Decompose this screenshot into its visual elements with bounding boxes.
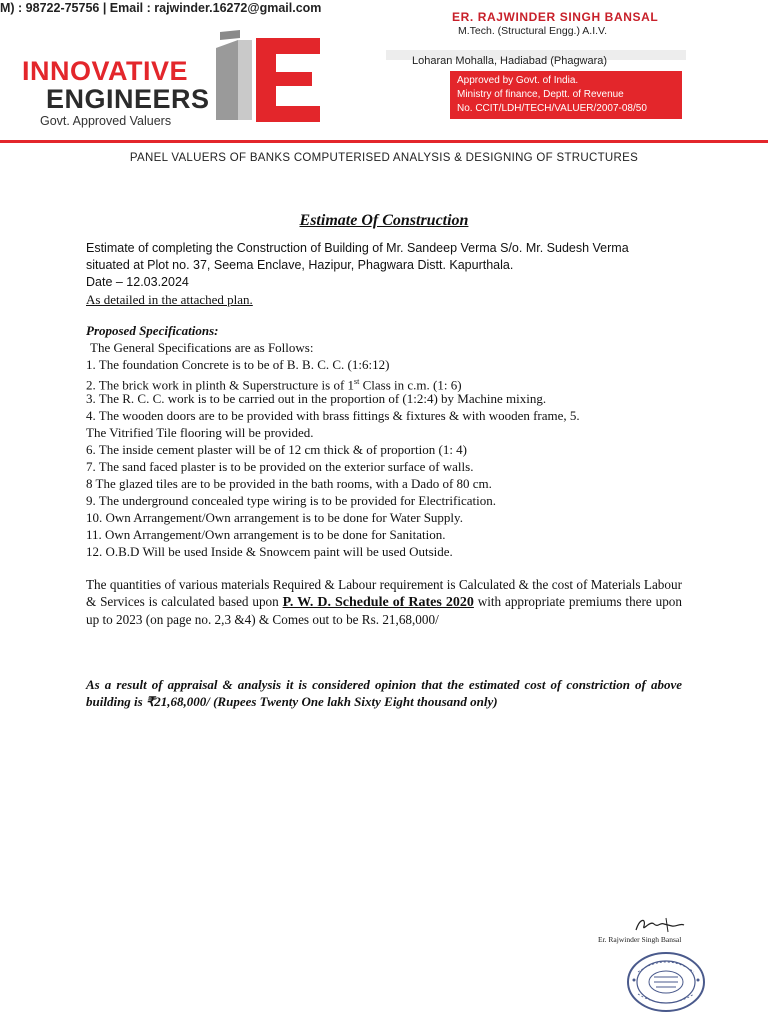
schedule-of-rates: P. W. D. Schedule of Rates 2020: [282, 595, 474, 610]
panel-tagline: PANEL VALUERS OF BANKS COMPUTERISED ANALYSIS & DESIGNING OF STRUCTURES: [129, 152, 639, 164]
spec-item-6: 6. The inside cement plaster will be of 12 cm thick & of proportion (1: 4): [86, 442, 468, 457]
page-title: Estimate Of Construction: [299, 212, 469, 229]
spec-item-9: 9. The underground concealed type wiring is to be provided for Electrification.: [86, 493, 496, 508]
official-stamp-icon: [624, 950, 708, 1014]
conclusion-paragraph: As a result of appraisal & analysis it is considered opinion that the estimated cost of constriction of above building is ₹21,68,000/ (Rupees Twenty One lakh Sixty Eight thousand only): [86, 677, 682, 709]
company-tagline: Govt. Approved Valuers: [40, 114, 172, 128]
quantities-text-end: with appropriate premiums there upon up to 2023 (on page no. 2,3 &4) & Comes out to be Rs. 21,68,000/: [86, 594, 682, 627]
engineer-name: ER. RAJWINDER SINGH BANSAL: [452, 10, 659, 24]
ie-logo-icon: [216, 30, 320, 122]
quantities-paragraph: [86, 576, 682, 628]
spec-item-11: 11. Own Arrangement/Own arrangement is to be done for Sanitation.: [86, 527, 446, 542]
spec-item-7: 7. The sand faced plaster is to be provided on the exterior surface of walls.: [86, 459, 474, 474]
spec-heading: Proposed Specifications:: [86, 323, 219, 338]
estimate-date: Date – 12.03.2024: [86, 275, 189, 289]
spec-item-3: 3. The R. C. C. work is to be carried out in the proportion of (1:2:4) by Machine mixing.: [86, 391, 547, 406]
header-divider: [0, 140, 768, 143]
approval-line-3: No. CCIT/LDH/TECH/VALUER/2007-08/50: [457, 103, 647, 114]
company-name-line2-wrap: [46, 84, 210, 115]
spec-item-10: 10. Own Arrangement/Own arrangement is to be done for Water Supply.: [86, 510, 463, 525]
spec-item-2-text-end: Class in c.m. (1: 6): [359, 377, 462, 393]
contact-line: M) : 98722-75756 | Email : rajwinder.16272@gmail.com: [0, 1, 322, 15]
intro-line-2: situated at Plot no. 37, Seema Enclave, Hazipur, Phagwara Distt. Kapurthala.: [86, 258, 514, 272]
spec-item-1: 1. The foundation Concrete is to be of B. B. C. C. (1:6:12): [86, 357, 390, 372]
intro-line-1: Estimate of completing the Construction of Building of Mr. Sandeep Verma S/o. Mr. Sudesh Verma: [86, 241, 629, 255]
spec-item-2-text: 2. The brick work in plinth & Superstructure is of 1: [86, 377, 355, 393]
office-address: Loharan Mohalla, Hadiabad (Phagwara): [412, 55, 608, 67]
signatory-name: Er. Rajwinder Singh Bansal: [598, 935, 682, 944]
approval-line-1: Approved by Govt. of India.: [457, 75, 579, 86]
company-name-line1: INNOVATIVE: [22, 56, 189, 86]
spec-item-2-sup: st: [354, 377, 360, 386]
approval-line-2: Ministry of finance, Deptt. of Revenue: [457, 89, 624, 100]
approval-box: [450, 71, 682, 119]
company-name-line2: ENGINEERS: [46, 84, 210, 114]
spec-item-12: 12. O.B.D Will be used Inside & Snowcem paint will be used Outside.: [86, 544, 453, 559]
plan-note: As detailed in the attached plan.: [86, 292, 253, 307]
signature-icon: [632, 914, 692, 936]
spec-item-5: The Vitrified Tile flooring will be provided.: [86, 425, 314, 440]
spec-intro: The General Specifications are as Follows:: [90, 340, 314, 355]
spec-item-8: 8 The glazed tiles are to be provided in the bath rooms, with a Dado of 80 cm.: [86, 476, 492, 491]
engineer-qualification: M.Tech. (Structural Engg.) A.I.V.: [458, 25, 608, 37]
company-logo-text: [22, 56, 188, 87]
spec-item-4: 4. The wooden doors are to be provided with brass fittings & fixtures & with wooden frame, 5.: [86, 408, 580, 423]
quantities-text: The quantities of various materials Required & Labour requirement is Calculated & the cost of Materials Labour & Services is calculated based upon: [86, 577, 682, 609]
